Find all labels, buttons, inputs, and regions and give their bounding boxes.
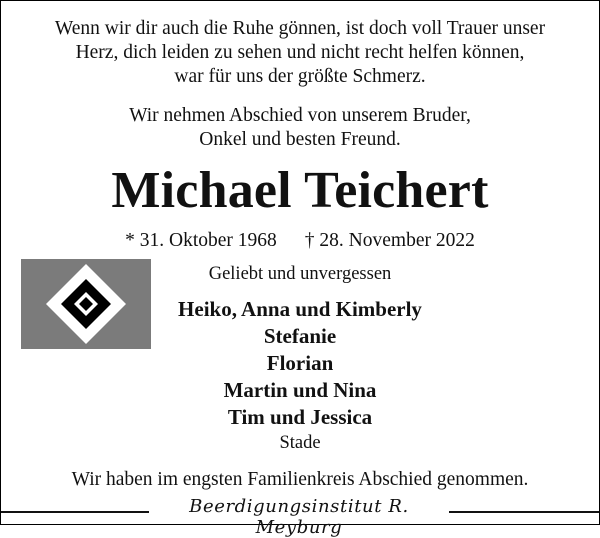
poem-line-2: Herz, dich leiden zu sehen und nicht recht helfen können, [75, 42, 525, 63]
life-dates [1, 230, 599, 252]
mourner-1: Heiko, Anna und Kimberly [178, 297, 422, 321]
birth-date: * 31. Oktober 1968 [125, 230, 277, 251]
mourner-2: Stefanie [263, 324, 337, 348]
closing-line: Wir haben im engsten Familienkreis Abschied genommen. [71, 469, 529, 490]
poem-line-1: Wenn wir dir auch die Ruhe gönnen, ist doch voll Trauer unser [54, 18, 546, 39]
farewell-line-1: Wir nehmen Abschied von unserem Bruder, [129, 105, 471, 126]
deceased-name: Michael Teichert [111, 162, 489, 219]
tagline: Geliebt und unvergessen [208, 264, 392, 284]
poem-line-3: war für uns der größte Schmerz. [174, 66, 426, 87]
funeral-home-name: Beerdigungsinstitut R. Meyburg [189, 496, 409, 538]
mourner-4: Martin und Nina [223, 378, 377, 402]
mourner-3: Florian [266, 351, 334, 375]
mourner-5: Tim und Jessica [227, 405, 373, 429]
footer-rule-right [449, 511, 599, 513]
funeral-home-footer [1, 496, 599, 538]
place: Stade [279, 433, 321, 453]
death-date: † 28. November 2022 [304, 230, 475, 251]
footer-rule-left [1, 511, 149, 513]
farewell-line-2: Onkel und besten Freund. [199, 129, 401, 150]
